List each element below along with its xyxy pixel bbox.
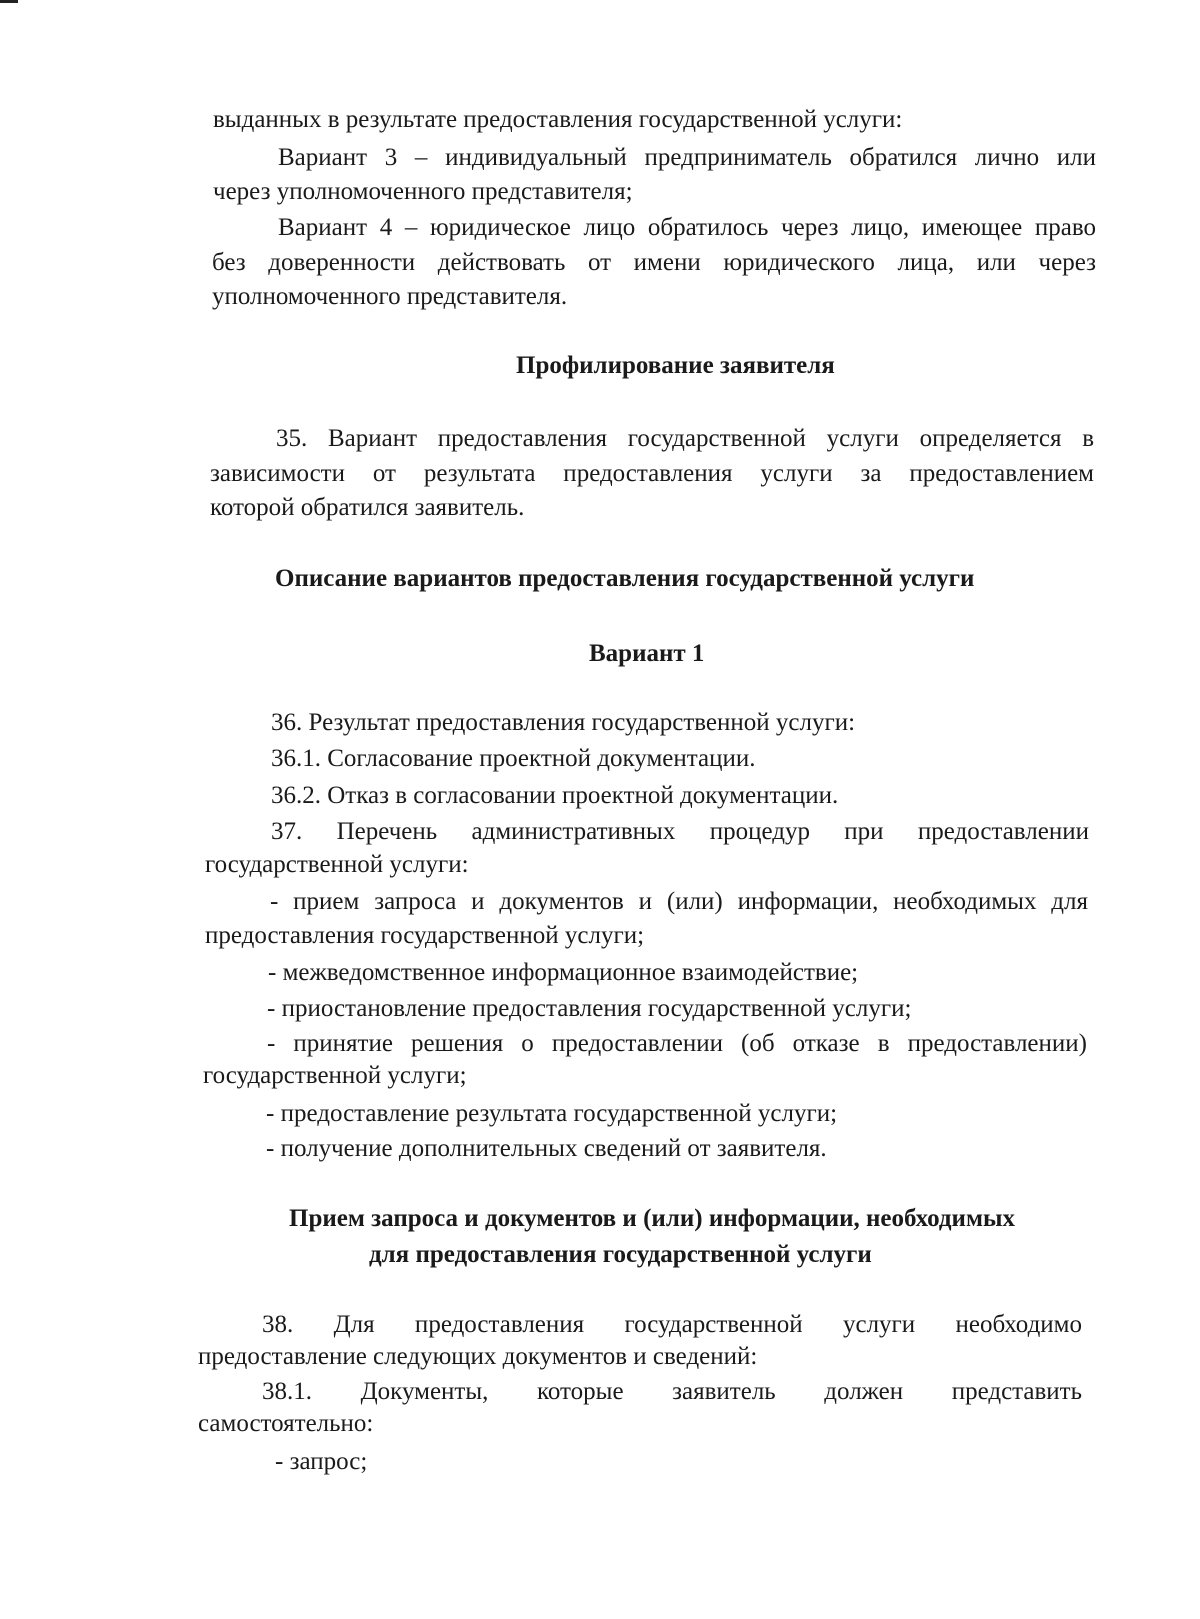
paragraph-line: через уполномоченного представителя; xyxy=(213,178,633,205)
list-item: - приостановление предоставления государственной услуги; xyxy=(267,995,912,1022)
paragraph-line: 36.2. Отказ в согласовании проектной документации. xyxy=(271,782,839,809)
section-heading-profiling: Профилирование заявителя xyxy=(516,352,835,379)
paragraph-line: 37. Перечень административных процедур при предоставлении xyxy=(271,818,1089,845)
list-item: - получение дополнительных сведений от заявителя. xyxy=(266,1135,827,1162)
paragraph-line: выданных в результате предоставления государственной услуги: xyxy=(213,106,903,133)
paragraph-line: 36.1. Согласование проектной документации. xyxy=(271,745,756,772)
paragraph-line: Вариант 3 – индивидуальный предприниматель обратился лично или xyxy=(278,144,1096,171)
list-item: предоставления государственной услуги; xyxy=(205,922,645,949)
paragraph-line: уполномоченного представителя. xyxy=(212,283,568,310)
section-heading-variant-1: Вариант 1 xyxy=(589,640,705,667)
paragraph-line: зависимости от результата предоставления услуги за предоставлением xyxy=(210,460,1094,487)
paragraph-line: предоставление следующих документов и сведений: xyxy=(198,1343,758,1370)
list-item: - межведомственное информационное взаимодействие; xyxy=(268,959,859,986)
section-heading-reception: для предоставления государственной услуги xyxy=(369,1241,872,1268)
paragraph-line: самостоятельно: xyxy=(198,1410,374,1437)
paragraph-line: 36. Результат предоставления государственной услуги: xyxy=(271,709,856,736)
paragraph-line: без доверенности действовать от имени юридического лица, или через xyxy=(212,249,1096,276)
paragraph-line: Вариант 4 – юридическое лицо обратилось через лицо, имеющее право xyxy=(278,214,1096,241)
list-item: государственной услуги; xyxy=(203,1062,467,1089)
paragraph-line: которой обратился заявитель. xyxy=(210,494,525,521)
paragraph-line: государственной услуги: xyxy=(205,851,469,878)
paragraph-line: 35. Вариант предоставления государственной услуги определяется в xyxy=(276,425,1094,452)
list-item: - предоставление результата государственной услуги; xyxy=(266,1100,838,1127)
paragraph-line: 38. Для предоставления государственной услуги необходимо xyxy=(262,1311,1082,1338)
list-item: - прием запроса и документов и (или) информации, необходимых для xyxy=(270,888,1088,915)
section-heading-description: Описание вариантов предоставления государственной услуги xyxy=(275,565,975,592)
section-heading-reception: Прием запроса и документов и (или) информации, необходимых xyxy=(289,1205,1016,1232)
paragraph-line: 38.1. Документы, которые заявитель должен представить xyxy=(262,1378,1082,1405)
list-item: - запрос; xyxy=(275,1448,368,1475)
list-item: - принятие решения о предоставлении (об отказе в предоставлении) xyxy=(267,1030,1087,1057)
